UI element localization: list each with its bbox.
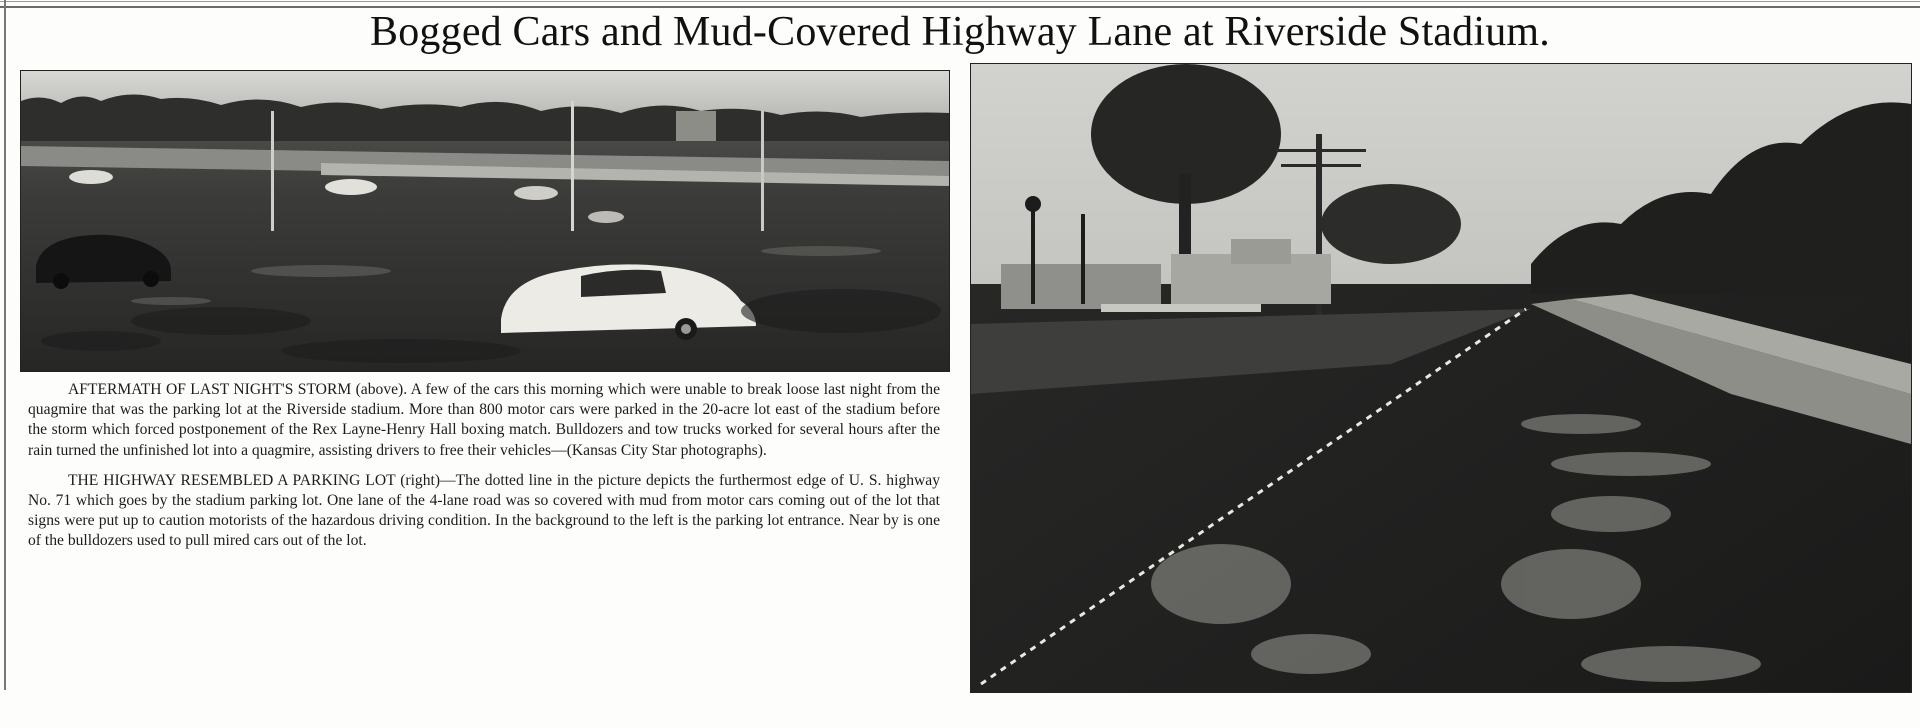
caption-right-photo-text: THE HIGHWAY RESEMBLED A PARKING LOT (right)—The dotted line in the picture depicts the furthermost edge of U. S. highway No. 71 which goes by the stadium parking lot. One lane of the 4-lane road was so covered with mud from motor cars coming out of the lot that signs were put up to caution motorists of the hazardous driving condition. In the background to the left is the parking lot entrance. Near by is one of the bulldozers used to pull mired cars out of the lot. — [28, 471, 940, 550]
caption-right-photo — [28, 471, 940, 552]
photo-bogged-cars — [20, 70, 950, 372]
caption-left-photo — [28, 380, 940, 461]
photo-bogged-cars-image — [21, 71, 949, 371]
photo-mud-highway — [970, 63, 1912, 693]
photo-mud-highway-image — [971, 64, 1911, 692]
left-column-rule — [4, 0, 6, 690]
captions — [28, 380, 940, 562]
headline: Bogged Cars and Mud-Covered Highway Lane at Riverside Stadium. — [370, 9, 1550, 55]
caption-left-photo-text: AFTERMATH OF LAST NIGHT'S STORM (above). A few of the cars this morning which were unable to break loose last night from the quagmire that was the parking lot at the Riverside stadium. More than 800 motor cars were parked in the 20-acre lot east of the stadium before the storm which forced postponement of the Rex Layne-Henry Hall boxing match. Bulldozers and tow trucks worked for several hours after the rain turned the unfinished lot into a quagmire, assisting drivers to free their vehicles—(Kansas City Star photographs). — [28, 381, 940, 459]
top-rule-thin — [0, 1, 1920, 2]
